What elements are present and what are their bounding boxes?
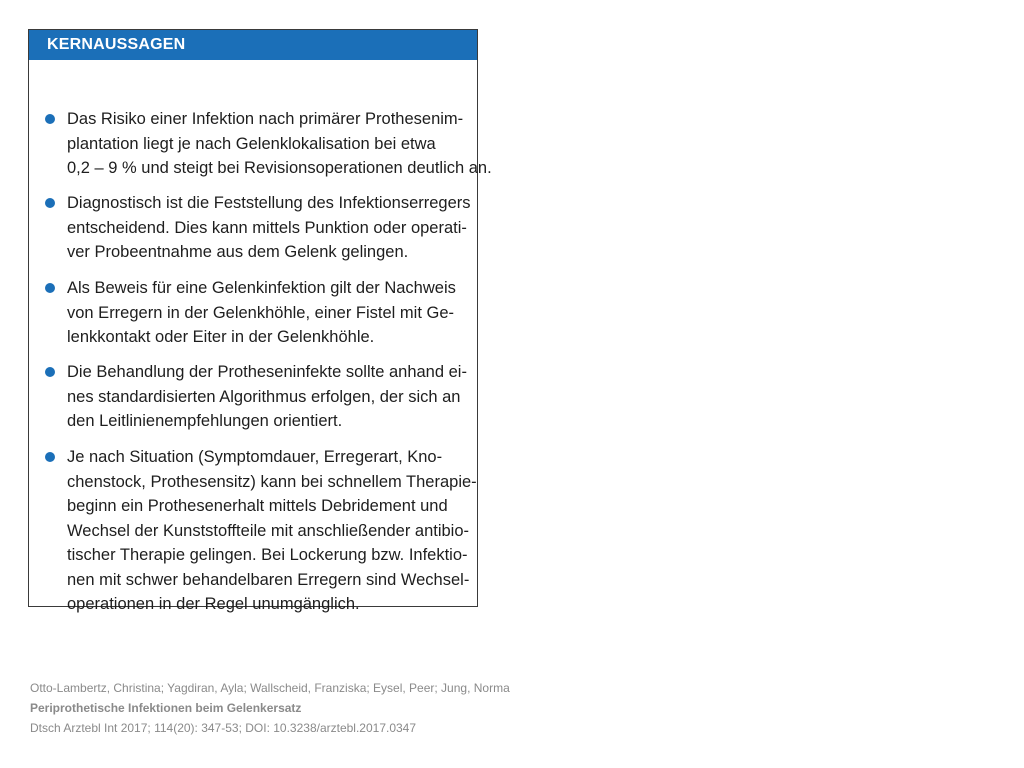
bullet-line: Die Behandlung der Protheseninfekte sollte anhand ei- (67, 363, 467, 381)
bullet-line: tischer Therapie gelingen. Bei Lockerung bzw. Infektio- (67, 546, 468, 564)
bullet-line: operationen in der Regel unumgänglich. (67, 595, 360, 613)
citation-authors: Otto-Lambertz, Christina; Yagdiran, Ayla; Wallscheid, Franziska; Eysel, Peer; Jung, Norma (30, 681, 510, 695)
citation-source: Dtsch Arztebl Int 2017; 114(20): 347-53; DOI: 10.3238/arztebl.2017.0347 (30, 721, 417, 735)
bullet-line: nen mit schwer behandelbaren Erregern sind Wechsel- (67, 570, 470, 589)
bullet-line: beginn ein Prothesenerhalt mittels Debridement und (67, 497, 448, 515)
bullet-text (67, 360, 467, 434)
bullet-line: Diagnostisch ist die Feststellung des Infektionserregers (67, 194, 471, 212)
box-header: KERNAUSSAGEN (29, 30, 477, 60)
bullet-text (67, 107, 492, 181)
bullet-line: plantation liegt je nach Gelenklokalisation bei etwa (67, 134, 436, 153)
citation-block (30, 678, 510, 738)
bullet-text (67, 276, 467, 350)
bullet-line: Das Risiko einer Infektion nach primärer Prothesenim- (67, 110, 464, 128)
bullet-line: Wechsel der Kunststoffteile mit anschließender antibio- (67, 521, 470, 540)
bullet-line: lenkkontakt oder Eiter in der Gelenkhöhle. (67, 328, 375, 346)
bullet-text (67, 445, 477, 617)
bullet-line: nes standardisierten Algorithmus erfolgen, der sich an (67, 387, 461, 406)
bullet-dot-icon (45, 114, 55, 124)
bullet-line: von Erregern in der Gelenkhöhle, einer Fistel mit Ge- (67, 303, 455, 322)
bullet-dot-icon (45, 452, 55, 462)
bullet-text (67, 191, 471, 265)
key-statements-box (28, 29, 492, 613)
bullet-line: 0,2 – 9 % und steigt bei Revisionsoperationen deutlich an. (67, 159, 492, 177)
bullet-dot-icon (45, 283, 55, 293)
bullet-dot-icon (45, 198, 55, 208)
bullet-line: Als Beweis für eine Gelenkinfektion gilt der Nachweis (67, 279, 456, 297)
citation-title: Periprothetische Infektionen beim Gelenkersatz (30, 701, 302, 715)
bullet-dot-icon (45, 367, 55, 377)
bullet-line: den Leitlinienempfehlungen orientiert. (67, 412, 343, 430)
bullet-line: ver Probeentnahme aus dem Gelenk gelingen. (67, 243, 409, 261)
bullet-line: Je nach Situation (Symptomdauer, Erregerart, Kno- (67, 448, 443, 466)
bullet-line: entscheidend. Dies kann mittels Punktion oder operati- (67, 218, 467, 237)
bullet-line: chenstock, Prothesensitz) kann bei schnellem Therapie- (67, 472, 477, 491)
